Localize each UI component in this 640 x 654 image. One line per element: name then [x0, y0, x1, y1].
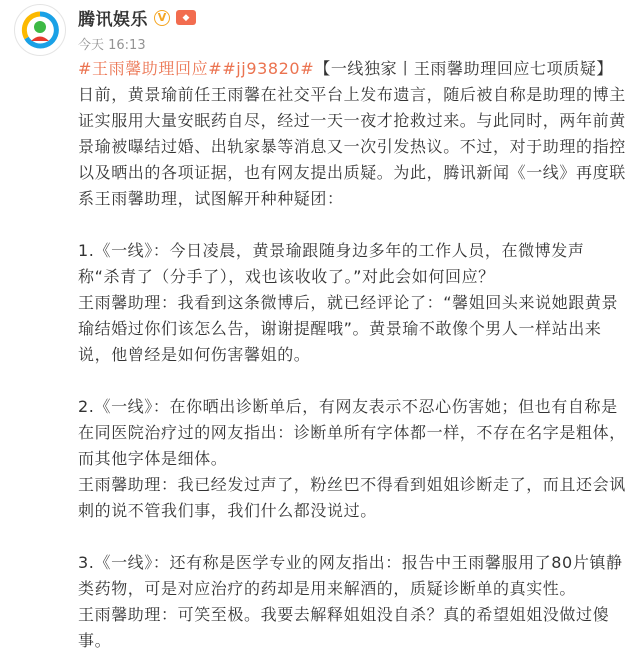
- hashtag-link[interactable]: #王雨馨助理回应#: [78, 59, 223, 78]
- hashtag-link[interactable]: #jj93820#: [222, 59, 315, 78]
- answer-text: 王雨馨助理：我看到这条微博后，就已经评论了：“馨姐回头来说她跟黄景瑜结婚过你们该怎么告，谢谢提醒哦”。黄景瑜不敢像个男人一样站出来说，他曾经是如何伤害馨姐的。: [78, 293, 619, 364]
- avatar[interactable]: [14, 4, 66, 56]
- answer-text: 王雨馨助理：可笑至极。我要去解释姐姐没自杀？真的希望姐姐没做过傻事。: [78, 605, 610, 650]
- member-icon: ◆: [176, 10, 196, 25]
- author-name[interactable]: 腾讯娱乐: [78, 10, 148, 30]
- post-content: [78, 56, 626, 654]
- paragraph-gap: [78, 212, 626, 238]
- post-time[interactable]: 今天 16:13: [78, 38, 146, 53]
- paragraph-gap: [78, 368, 626, 394]
- verified-icon: V: [154, 10, 170, 26]
- paragraph-gap: [78, 524, 626, 550]
- tencent-logo-icon: [18, 8, 62, 52]
- post-intro-text: 日前，黄景瑜前任王雨馨在社交平台上发布遗言，随后被自称是助理的博主证实服用大量安眠药自尽，经过一天一夜才抢救过来。与此同时，两年前黄景瑜被曝结过婚、出轨家暴等消息又一次引发热议。不过，对于助理的指控以及晒出的各项证据，也有网友提出质疑。为此，腾讯新闻《一线》再度联系王雨馨助理，试图解开种种疑团：: [78, 85, 626, 208]
- question-text: 2.《一线》：在你晒出诊断单后，有网友表示不忍心伤害她；但也有自称是在同医院治疗过的网友指出：诊断单所有字体都一样，不存在名字是粗体，而其他字体是细体。: [78, 397, 626, 468]
- author-row: [78, 5, 196, 30]
- question-text: 3.《一线》：还有称是医学专业的网友指出：报告中王雨馨服用了80片镇静类药物，可是对应治疗的药却是用来解酒的，质疑诊断单的真实性。: [78, 553, 623, 598]
- post-intro: [78, 56, 626, 212]
- answer-text: 王雨馨助理：我已经发过声了，粉丝巴不得看到姐姐诊断走了，而且还会讽刺的说不管我们事，我们什么都没说过。: [78, 475, 626, 520]
- post-headline: 【一线独家丨王雨馨助理回应七项质疑】: [314, 59, 614, 78]
- question-text: 1.《一线》：今日凌晨，黄景瑜跟随身边多年的工作人员，在微博发声称“杀青了（分手了），戏也该收收了。”对此会如何回应？: [78, 241, 585, 286]
